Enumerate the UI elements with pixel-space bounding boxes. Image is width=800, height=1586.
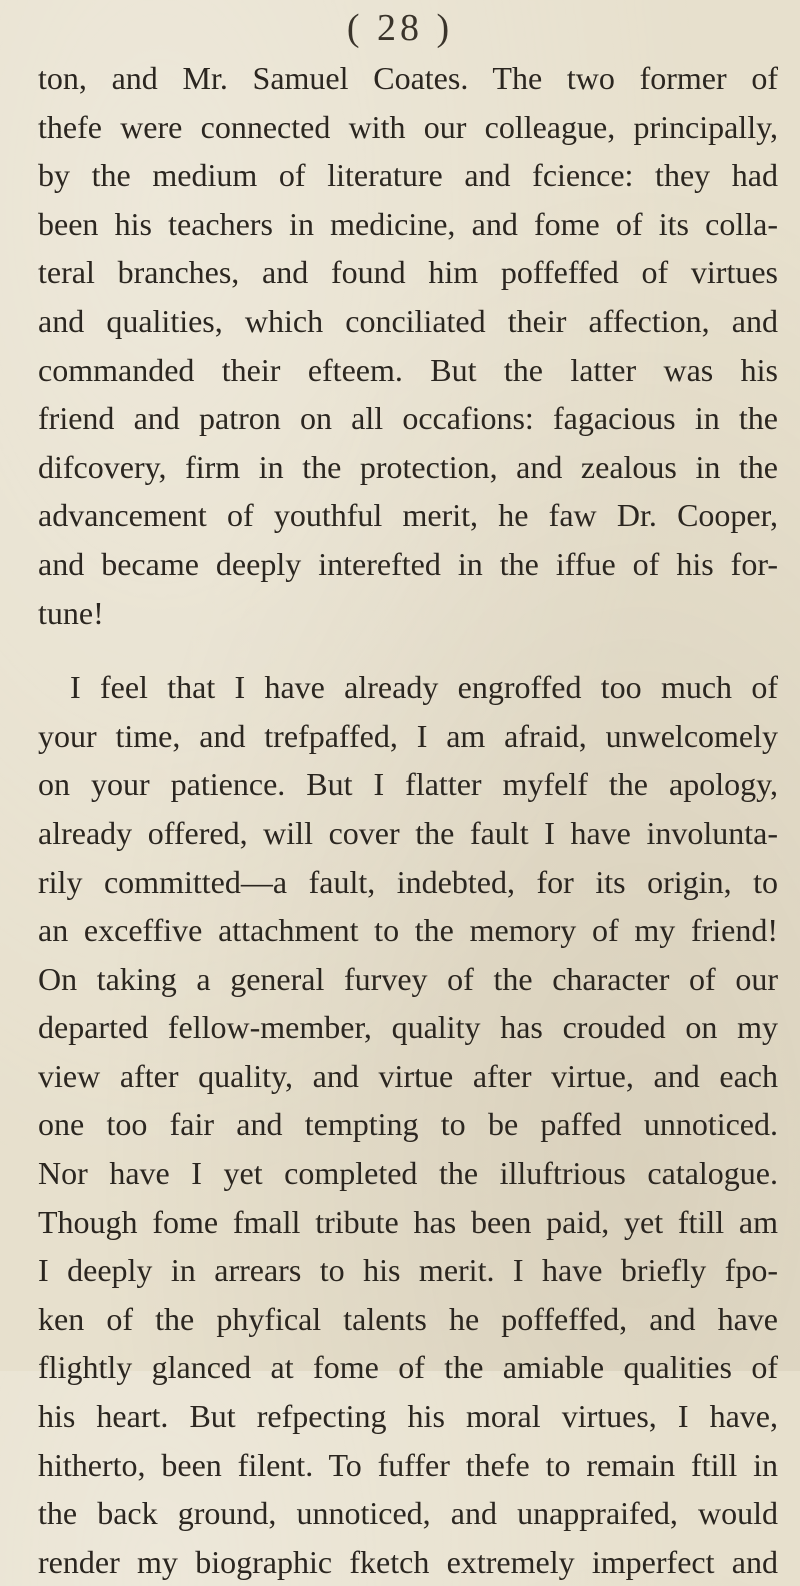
text-line: advancement of youthful merit, he faw Dr. Cooper,: [38, 497, 778, 534]
paragraph-gap: [38, 637, 778, 663]
text-line: view after quality, and virtue after virtue, and each: [38, 1057, 778, 1094]
text-line: one too fair and tempting to be paffed unnoticed.: [38, 1106, 778, 1143]
body-text: [38, 54, 778, 1586]
text-line: thefe were connected with our colleague, principally,: [38, 108, 778, 145]
paragraph-1: [38, 54, 778, 637]
text-line: difcovery, firm in the protection, and zealous in the: [38, 448, 778, 485]
text-line: Though fome fmall tribute has been paid, yet ftill am: [38, 1203, 778, 1240]
text-line: hitherto, been filent. To fuffer thefe to remain ftill in: [38, 1446, 778, 1483]
text-line: ken of the phyfical talents he poffeffed, and have: [38, 1300, 778, 1337]
text-line: his heart. But refpecting his moral virtues, I have,: [38, 1398, 778, 1435]
paragraph-2: [38, 663, 778, 1586]
text-line: On taking a general furvey of the character of our: [38, 960, 778, 997]
text-line: your time, and trefpaffed, I am afraid, unwelcomely: [38, 717, 778, 754]
text-line: Nor have I yet completed the illuftrious catalogue.: [38, 1155, 778, 1192]
text-line: and became deeply interefted in the iffue of his for-: [38, 545, 778, 582]
text-line: by the medium of literature and fcience: they had: [38, 157, 778, 194]
text-line: commanded their efteem. But the latter was his: [38, 351, 778, 388]
text-line: and qualities, which conciliated their affection, and: [38, 302, 778, 339]
text-line: friend and patron on all occafions: fagacious in the: [38, 400, 778, 437]
text-line: flightly glanced at fome of the amiable qualities of: [38, 1349, 778, 1386]
text-line: an exceffive attachment to the memory of my friend!: [38, 912, 778, 949]
text-line: on your patience. But I flatter myfelf the apology,: [38, 766, 778, 803]
text-line: rily committed—a fault, indebted, for its origin, to: [38, 863, 778, 900]
page-number: ( 28 ): [346, 7, 454, 49]
text-line: already offered, will cover the fault I have involunta-: [38, 814, 778, 851]
text-line: ton, and Mr. Samuel Coates. The two former of: [38, 60, 778, 96]
text-line: render my biographic fketch extremely imperfect and: [38, 1543, 778, 1580]
text-line: I feel that I have already engroffed too much of: [70, 669, 778, 706]
text-line: I deeply in arrears to his merit. I have briefly fpo-: [38, 1252, 778, 1289]
text-line: the back ground, unnoticed, and unappraifed, would: [38, 1495, 778, 1532]
text-line: tune!: [38, 594, 104, 631]
text-line: teral branches, and found him poffeffed of virtues: [38, 254, 778, 291]
text-line: departed fellow-member, quality has crouded on my: [38, 1009, 778, 1046]
text-line: been his teachers in medicine, and fome of its colla-: [38, 205, 778, 242]
